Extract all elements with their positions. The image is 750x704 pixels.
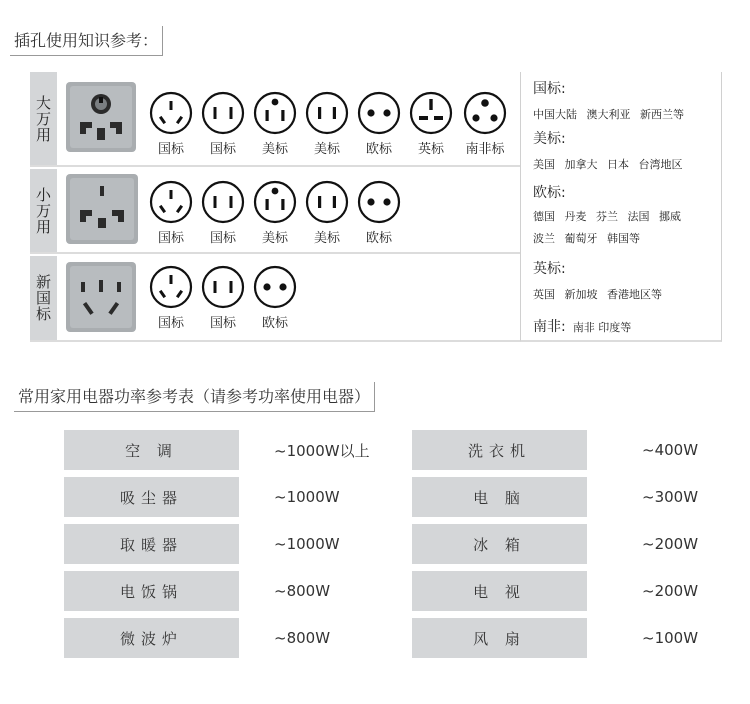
region-eu xyxy=(533,182,681,250)
power-row xyxy=(64,430,700,470)
socket-row-large-universal xyxy=(30,72,520,167)
power-row xyxy=(64,618,700,658)
socket-cn xyxy=(148,179,194,246)
socket-cn-icon xyxy=(148,179,194,225)
row-label: 小万用 xyxy=(30,169,57,252)
socket-us-two-pin-icon xyxy=(304,90,350,136)
appliance-name: 洗衣机 xyxy=(412,430,587,470)
region-countries-continued: 波兰 葡萄牙 韩国等 xyxy=(533,232,640,245)
socket-label: 国标 xyxy=(157,316,184,331)
socket-label: 欧标 xyxy=(365,231,392,246)
socket-reference-table xyxy=(30,72,722,342)
socket-label: 国标 xyxy=(157,231,184,246)
socket-south-africa-icon xyxy=(462,90,508,136)
socket-cn-two-pin-icon xyxy=(200,90,246,136)
socket-us-two-pin xyxy=(304,90,350,157)
socket-south-africa xyxy=(462,90,508,157)
socket-cn-two-pin xyxy=(200,264,246,331)
socket-label: 国标 xyxy=(209,142,236,157)
socket-cn-two-pin xyxy=(200,179,246,246)
appliance-name: 电 视 xyxy=(412,571,587,611)
socket-label: 美标 xyxy=(313,142,340,157)
region-title: 南非: xyxy=(533,319,566,335)
region-us xyxy=(533,128,683,176)
appliance-power: ~1000W xyxy=(274,488,340,506)
socket-label: 美标 xyxy=(261,231,288,246)
appliance-power: ~1000W xyxy=(274,535,340,553)
large-universal-panel-photo xyxy=(66,82,136,152)
socket-section-title: 插孔使用知识参考： xyxy=(10,26,163,56)
appliance-name: 微波炉 xyxy=(64,618,239,658)
region-title: 英标: xyxy=(533,261,566,277)
appliance-power: ~200W xyxy=(642,582,699,600)
socket-label: 欧标 xyxy=(365,142,392,157)
appliance-name: 电饭锅 xyxy=(64,571,239,611)
power-row xyxy=(64,477,700,517)
socket-cn-icon xyxy=(148,90,194,136)
socket-label: 美标 xyxy=(313,231,340,246)
socket-us-icon xyxy=(252,90,298,136)
appliance-name: 风 扇 xyxy=(412,618,587,658)
appliance-name: 电 脑 xyxy=(412,477,587,517)
socket-eu xyxy=(356,90,402,157)
appliance-power: ~800W xyxy=(274,582,331,600)
socket-label: 南非标 xyxy=(465,142,505,157)
socket-label: 欧标 xyxy=(261,316,288,331)
socket-label: 国标 xyxy=(209,316,236,331)
appliance-name: 空 调 xyxy=(64,430,239,470)
socket-us xyxy=(252,179,298,246)
region-title: 欧标: xyxy=(533,185,566,201)
socket-cn-icon xyxy=(148,264,194,310)
small-universal-panel-photo xyxy=(66,174,138,244)
socket-uk-icon xyxy=(408,90,454,136)
socket-cn xyxy=(148,90,194,157)
power-section-title: 常用家用电器功率参考表（请参考功率使用电器） xyxy=(14,382,375,412)
region-standards-panel xyxy=(520,72,722,342)
socket-cn-two-pin-icon xyxy=(200,264,246,310)
socket-us xyxy=(252,90,298,157)
socket-uk xyxy=(408,90,454,157)
socket-eu xyxy=(356,179,402,246)
appliance-power: ~300W xyxy=(642,488,699,506)
region-countries: 中国大陆 澳大利亚 新西兰等 xyxy=(533,108,684,121)
power-row xyxy=(64,571,700,611)
power-row xyxy=(64,524,700,564)
socket-eu-icon xyxy=(356,179,402,225)
appliance-power: ~400W xyxy=(642,441,699,459)
socket-row-small-universal xyxy=(30,169,520,254)
row-label: 新国标 xyxy=(30,256,57,340)
region-countries: 南非 印度等 xyxy=(572,321,632,334)
row-label: 大万用 xyxy=(30,72,57,165)
socket-cn-two-pin-icon xyxy=(200,179,246,225)
region-countries: 美国 加拿大 日本 台湾地区 xyxy=(533,158,683,171)
appliance-name: 吸尘器 xyxy=(64,477,239,517)
appliance-power: ~100W xyxy=(642,629,699,647)
socket-us-icon xyxy=(252,179,298,225)
region-south-africa xyxy=(533,316,631,336)
region-title: 美标: xyxy=(533,131,566,147)
socket-label: 美标 xyxy=(261,142,288,157)
socket-eu xyxy=(252,264,298,331)
socket-label: 国标 xyxy=(157,142,184,157)
appliance-name: 冰 箱 xyxy=(412,524,587,564)
socket-label: 国标 xyxy=(209,231,236,246)
socket-eu-icon xyxy=(356,90,402,136)
region-countries: 德国 丹麦 芬兰 法国 挪威 xyxy=(533,210,681,223)
region-uk xyxy=(533,258,662,306)
appliance-name: 取暖器 xyxy=(64,524,239,564)
region-title: 国标: xyxy=(533,81,566,97)
appliance-power: ~200W xyxy=(642,535,699,553)
appliance-power: ~1000W以上 xyxy=(274,441,370,460)
socket-us-two-pin xyxy=(304,179,350,246)
socket-label: 英标 xyxy=(417,142,444,157)
socket-cn-two-pin xyxy=(200,90,246,157)
region-cn xyxy=(533,78,684,126)
appliance-power: ~800W xyxy=(274,629,331,647)
socket-cn xyxy=(148,264,194,331)
region-countries: 英国 新加坡 香港地区等 xyxy=(533,288,662,301)
socket-eu-icon xyxy=(252,264,298,310)
new-national-panel-photo xyxy=(66,262,136,332)
socket-us-two-pin-icon xyxy=(304,179,350,225)
socket-row-new-national xyxy=(30,256,520,342)
